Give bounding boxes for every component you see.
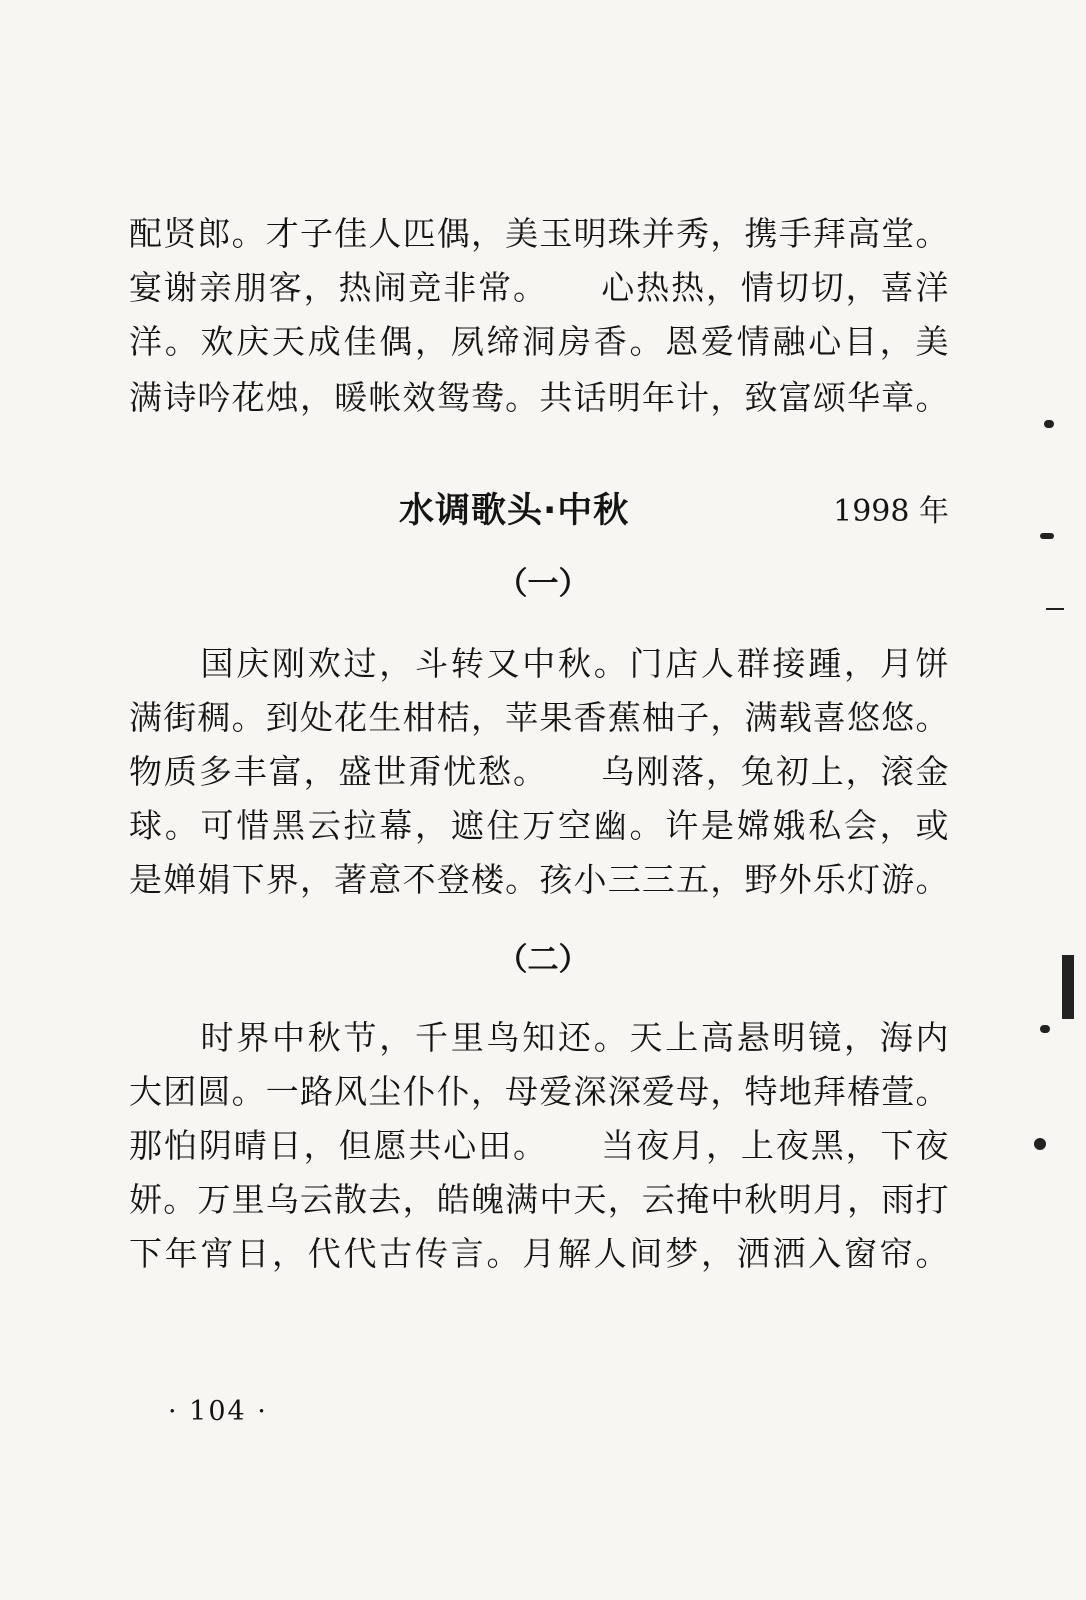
scan-speck	[1034, 1138, 1046, 1150]
text-line: 大团圆。一路风尘仆仆，母爱深深爱母，特地拜椿萱。	[129, 1072, 949, 1111]
text-line: 物质多丰富，盛世甭忧愁。 乌刚落，兔初上，滚金	[129, 752, 949, 791]
text-line: 满诗吟花烛，暖帐效鸳鸯。共话明年计，致富颂华章。	[129, 378, 949, 417]
poem-year: 1998 年	[833, 494, 949, 529]
scan-speck	[1044, 420, 1054, 428]
text-line: 国庆刚欢过，斗转又中秋。门店人群接踵，月饼	[129, 644, 949, 683]
section-heading-one: （一）	[496, 566, 590, 602]
text-line: 洋。欢庆天成佳偶，夙缔洞房香。恩爱情融心目，美	[129, 322, 949, 361]
section-heading-two: （二）	[496, 942, 590, 978]
poem-title-row	[129, 486, 949, 536]
scan-speck	[1040, 1025, 1050, 1033]
text-line: 那怕阴晴日，但愿共心田。 当夜月，上夜黑，下夜	[129, 1126, 949, 1165]
text-line: 球。可惜黑云拉幕，遮住万空幽。许是嫦娥私会，或	[129, 806, 949, 845]
page-number: · 104 ·	[168, 1396, 268, 1427]
poem-title: 水调歌头·中秋	[399, 491, 630, 531]
text-line: 妍。万里乌云散去，皓魄满中天，云掩中秋明月，雨打	[129, 1180, 949, 1219]
text-line: 满街稠。到处花生柑桔，苹果香蕉柚子，满载喜悠悠。	[129, 698, 949, 737]
text-line: 下年宵日，代代古传言。月解人间梦，洒洒入窗帘。	[129, 1234, 949, 1273]
scan-edge-mark	[1062, 955, 1074, 1019]
text-line: 时界中秋节，千里鸟知还。天上高悬明镜，海内	[129, 1018, 949, 1057]
text-line: 配贤郎。才子佳人匹偶，美玉明珠并秀，携手拜高堂。	[129, 214, 949, 253]
scan-speck	[1040, 533, 1054, 539]
scan-speck	[1046, 608, 1064, 610]
text-line: 宴谢亲朋客，热闹竞非常。 心热热，情切切，喜洋	[129, 268, 949, 307]
text-line: 是婵娟下界，著意不登楼。孩小三三五，野外乐灯游。	[129, 860, 949, 899]
